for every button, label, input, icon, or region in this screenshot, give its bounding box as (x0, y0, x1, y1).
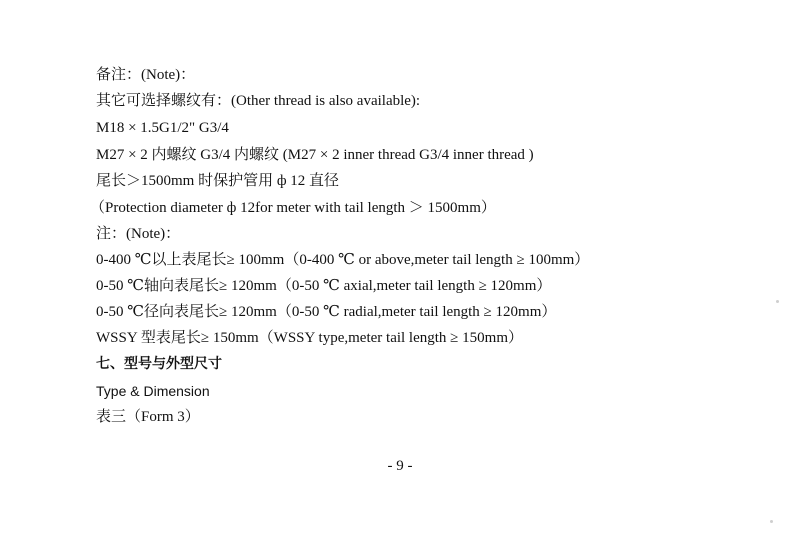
form-caption: 表三（Form 3） (96, 409, 200, 425)
note-heading-2: 注：(Note)： (96, 226, 181, 242)
thread-spec-m18: M18 × 1.5G1/2" G3/4 (96, 120, 229, 136)
scan-speck (776, 300, 779, 303)
tail-length-wssy: WSSY 型表尾长≥ 150mm（WSSY type,meter tail length ≥ 150mm） (96, 330, 523, 346)
protection-diameter-line: （Protection diameter ф 12for meter with tail length ＞ 1500mm） (90, 200, 496, 216)
other-thread-line: 其它可选择螺纹有：(Other thread is also available): (96, 93, 421, 109)
scan-speck (770, 520, 773, 523)
note-heading: 备注：(Note)： (96, 67, 196, 83)
protection-tube-line: 尾长＞1500mm 时保护管用 ф 12 直径 (96, 173, 340, 189)
tail-length-0-400: 0-400 ℃以上表尾长≥ 100mm（0-400 ℃ or above,meter tail length ≥ 100mm） (96, 252, 590, 268)
section-heading-en: Type & Dimension (96, 383, 210, 399)
tail-length-axial: 0-50 ℃轴向表尾长≥ 120mm（0-50 ℃ axial,meter tail length ≥ 120mm） (96, 278, 552, 294)
page-number: - 9 - (387, 458, 413, 474)
thread-spec-m27: M27 × 2 内螺纹 G3/4 内螺纹 (M27 × 2 inner thread G3/4 inner thread ) (96, 147, 534, 163)
section-heading: 七、型号与外型尺寸 (96, 356, 222, 372)
tail-length-radial: 0-50 ℃径向表尾长≥ 120mm（0-50 ℃ radial,meter tail length ≥ 120mm） (96, 304, 557, 320)
